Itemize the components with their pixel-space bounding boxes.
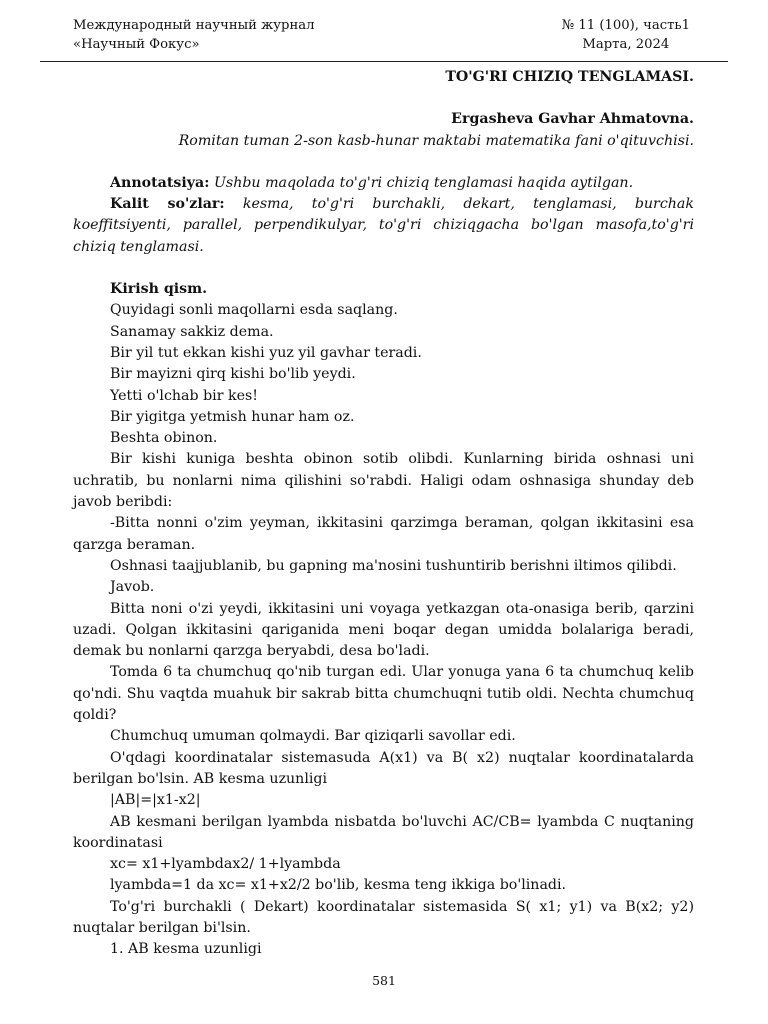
keywords bbox=[73, 194, 694, 258]
paragraph: Bitta noni o'zi yeydi, ikkitasini uni voyaga yetkazgan ota-onasiga berib, qarzini uzadi. Qolgan ikkitasini qariganida meni boqar degan umidda bolalariga beradi, demak bu nonlarni qarzga beryabdi, desa bo'ladi. bbox=[73, 600, 694, 660]
formula: xc= x1+lyambdax2/ 1+lyambda bbox=[110, 856, 341, 873]
paragraph: Javob. bbox=[110, 579, 155, 596]
article-title: TO'G'RI CHIZIQ TENGLAMASI. bbox=[445, 69, 694, 85]
keywords-text: kesma, to'g'ri burchakli, dekart, tenglamasi, burchak koeffitsiyenti, parallel, perpendikulyar, to'g'ri chiziqgacha bo'lgan masofa,to'g'ri chiziq tenglamasi. bbox=[73, 196, 694, 255]
article-body bbox=[73, 67, 694, 961]
issue-info bbox=[562, 16, 690, 54]
formula: |AB|=|x1-x2| bbox=[110, 792, 201, 809]
paragraph: Sanamay sakkiz dema. bbox=[110, 323, 274, 340]
section-heading: Kirish qism. bbox=[110, 281, 208, 298]
page-number: 581 bbox=[372, 973, 396, 988]
paragraph: Beshta obinon. bbox=[110, 430, 218, 447]
annotation-label: Annotatsiya: bbox=[110, 174, 210, 191]
paragraph: O'qdagi koordinatalar sistemasuda A(x1) va B( x2) nuqtalar koordinatalarda berilgan bo'lsin. AB kesma uzunligi bbox=[73, 749, 694, 787]
journal-name: Международный научный журнал bbox=[73, 18, 315, 33]
journal-info bbox=[73, 16, 315, 54]
paragraph: Bir yil tut ekkan kishi yuz yil gavhar teradi. bbox=[110, 344, 422, 361]
paragraph: Chumchuq umuman qolmaydi. Bar qiziqarli savollar edi. bbox=[110, 728, 516, 745]
paragraph: Bir yigitga yetmish hunar ham oz. bbox=[110, 408, 355, 425]
annotation bbox=[73, 173, 694, 194]
journal-title: «Научный Фокус» bbox=[73, 37, 200, 52]
paragraph: 1. AB kesma uzunligi bbox=[110, 941, 262, 958]
paragraph: Tomda 6 ta chumchuq qo'nib turgan edi. Ular yonuga yana 6 ta chumchuq kelib qo'ndi. Shu vaqtda muahuk bir sakrab bitta chumchuqni tutib oldi. Nechta chumchuq qoldi? bbox=[73, 664, 694, 724]
issue-number: № 11 (100), часть1 bbox=[561, 18, 690, 33]
paragraph: AB kesmani berilgan lyambda nisbatda bo'luvchi AC/CB= lyambda C nuqtaning koordinatasi bbox=[73, 813, 694, 851]
author-affiliation: Romitan tuman 2-son kasb-hunar maktabi matematika fani o'qituvchisi. bbox=[178, 132, 694, 149]
issue-date: Марта, 2024 bbox=[582, 37, 670, 52]
annotation-text: Ushbu maqolada to'g'ri chiziq tenglamasi haqida aytilgan. bbox=[209, 174, 634, 191]
page-header bbox=[73, 16, 690, 56]
header-divider bbox=[40, 61, 728, 62]
paragraph: Quyidagi sonli maqollarni esda saqlang. bbox=[110, 302, 398, 319]
paragraph: Oshnasi taajjublanib, bu gapning ma'nosini tushuntirib berishni iltimos qilibdi. bbox=[110, 557, 677, 574]
paragraph: To'g'ri burchakli ( Dekart) koordinatalar sistemasida S( x1; y1) va B(x2; y2) nuqtalar berilgan bi'lsin. bbox=[73, 898, 694, 936]
keywords-label: Kalit so'zlar: bbox=[110, 196, 225, 213]
paragraph: Bir kishi kuniga beshta obinon sotib olibdi. Kunlarning birida oshnasi uni uchratib, bu nonlarni nima qilishini so'rabdi. Haligi odam oshnasiga shunday deb javob beribdi: bbox=[73, 451, 694, 511]
paragraph: -Bitta nonni o'zim yeyman, ikkitasini qarzimga beraman, qolgan ikkitasini esa qarzga beraman. bbox=[73, 515, 694, 553]
paragraph: Bir mayizni qirq kishi bo'lib yeydi. bbox=[110, 366, 356, 383]
paragraph: lyambda=1 da xc= x1+x2/2 bo'lib, kesma teng ikkiga bo'linadi. bbox=[110, 877, 567, 894]
paragraph: Yetti o'lchab bir kes! bbox=[110, 387, 258, 404]
author-name: Ergasheva Gavhar Ahmatovna. bbox=[451, 111, 694, 128]
